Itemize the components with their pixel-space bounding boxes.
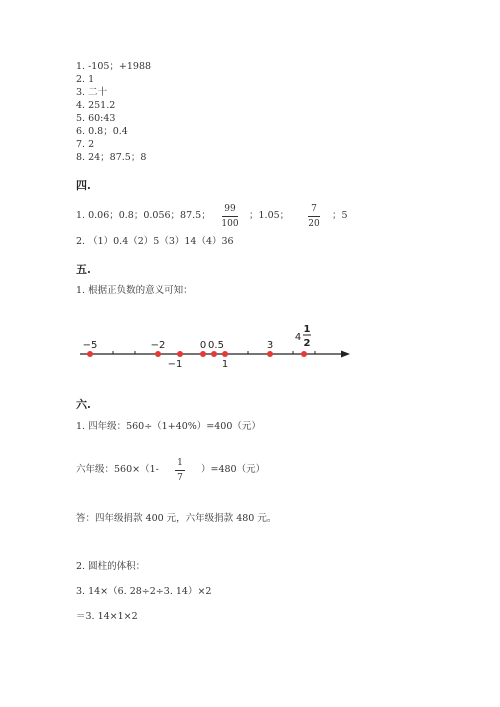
point-1 <box>222 351 228 357</box>
point-minus-2 <box>155 351 161 357</box>
point-minus-5 <box>87 351 93 357</box>
number-line-label: −5 <box>82 340 98 351</box>
number-line-label: 0.5 <box>208 340 224 351</box>
fraction-bar <box>222 216 238 217</box>
answer-line: ＝3. 14×1×2 <box>76 611 138 622</box>
number-line-arrow <box>341 351 350 358</box>
point-4-half <box>301 351 307 357</box>
answer-line: 1. -105；+1988 <box>76 61 152 72</box>
answer-line: 答：四年级捐款 400 元，六年级捐款 480 元。 <box>76 513 277 524</box>
number-line-label: −1 <box>167 359 183 370</box>
answer-line: ；1.05； <box>249 210 290 221</box>
fraction-denominator: 7 <box>177 473 183 483</box>
answer-line: 4. 251.2 <box>76 100 116 111</box>
answer-line: 8. 24；87.5；8 <box>76 152 147 163</box>
point-3 <box>267 351 273 357</box>
mixed-number-numerator: 1 <box>303 324 311 335</box>
answer-line: 5. 60:43 <box>76 113 116 124</box>
answer-line: 2. 圆柱的体积： <box>76 561 146 572</box>
answer-line: 6. 0.8；0.4 <box>76 126 128 137</box>
number-line-label: −2 <box>150 340 166 351</box>
point-0 <box>200 351 206 357</box>
fraction <box>222 204 238 229</box>
mixed-number-whole: 4 <box>294 332 302 343</box>
fraction-numerator: 1 <box>177 458 183 468</box>
fraction <box>308 204 320 229</box>
number-line <box>0 318 500 373</box>
fraction-denominator: 20 <box>308 219 320 229</box>
fraction-numerator: 7 <box>311 204 317 214</box>
fraction-numerator: 99 <box>224 204 236 214</box>
answer-line: 2. 1 <box>76 74 95 85</box>
mixed-number-denominator: 2 <box>303 338 311 349</box>
fraction-bar <box>175 470 185 471</box>
answer-line: ）=480（元） <box>201 464 266 475</box>
section-heading: 六. <box>76 398 91 411</box>
fraction <box>175 458 185 483</box>
point-0-5 <box>211 351 217 357</box>
answer-line: ；5 <box>332 210 348 221</box>
answer-line: 1. 四年级：560÷（1+40%）=400（元） <box>76 421 261 432</box>
number-line-label: 1 <box>221 359 229 370</box>
section-heading: 四. <box>76 179 91 192</box>
point-minus-1 <box>177 351 183 357</box>
answer-line: 7. 2 <box>76 139 95 150</box>
answer-line: 3. 14×（6. 28÷2÷3. 14）×2 <box>76 586 212 597</box>
answer-line: 2. （1）0.4（2）5（3）14（4）36 <box>76 236 234 247</box>
answer-line: 1. 0.06；0.8；0.056；87.5； <box>76 210 211 221</box>
number-line-label: 0 <box>199 340 207 351</box>
number-line-label: 3 <box>266 340 274 351</box>
answer-line: 1. 根据正负数的意义可知： <box>76 285 193 296</box>
fraction-bar <box>308 216 320 217</box>
fraction-denominator: 100 <box>221 219 239 229</box>
section-heading: 五. <box>76 263 91 276</box>
answer-line: 六年级：560×（1- <box>76 464 159 475</box>
answer-line: 3. 二十 <box>76 87 108 98</box>
